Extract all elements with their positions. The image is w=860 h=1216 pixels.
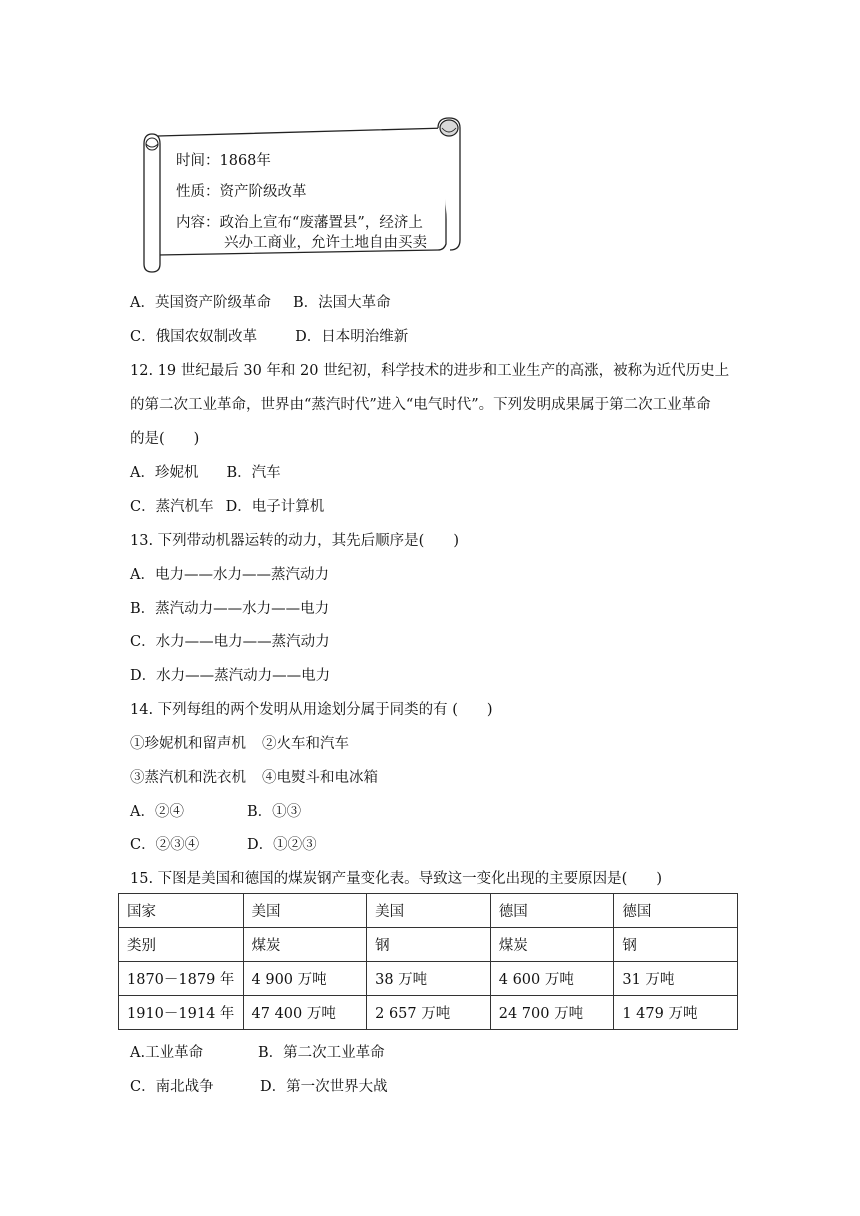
q12-option-c: C．蒸汽机车 <box>130 499 214 515</box>
q12-stem-line1: 12. 19 世纪最后 30 年和 20 世纪初，科学技术的进步和工业生产的高涨，被称为近代历史上 <box>130 363 730 379</box>
q15-options-row1 <box>130 1041 385 1062</box>
q15-option-d: D．第一次世界大战 <box>260 1079 388 1095</box>
q14-option-c: C．②③④ <box>130 837 200 853</box>
table-cell: 38 万吨 <box>367 962 491 996</box>
q12-options-row2 <box>130 495 324 516</box>
table-cell: 钢 <box>614 928 738 962</box>
q14-options-row2 <box>130 833 317 854</box>
q12-option-b: B．汽车 <box>226 465 281 481</box>
table-cell: 31 万吨 <box>614 962 738 996</box>
q15-option-a: A.工业革命 <box>130 1045 204 1061</box>
q11-option-a: A．英国资产阶级革命 <box>130 295 271 311</box>
q14-option-d: D．①②③ <box>247 837 317 853</box>
q11-option-c: C．俄国农奴制改革 <box>130 329 258 345</box>
q14-stem: 14. 下列每组的两个发明从用途划分属于同类的有 ( ) <box>130 702 493 718</box>
table-cell: 德国 <box>490 894 614 928</box>
q14-item-4: ④电熨斗和电冰箱 <box>262 770 378 786</box>
table-cell: 4 600 万吨 <box>490 962 614 996</box>
q14-item-2: ②火车和汽车 <box>262 736 349 752</box>
production-table <box>118 893 738 1030</box>
table-row <box>119 894 738 928</box>
q12-option-d: D．电子计算机 <box>225 499 325 515</box>
table-cell: 国家 <box>119 894 244 928</box>
table-cell: 47 400 万吨 <box>243 996 367 1030</box>
table-cell: 24 700 万吨 <box>490 996 614 1030</box>
q13-option-a: A．电力——水力——蒸汽动力 <box>130 567 329 583</box>
table-cell: 类别 <box>119 928 244 962</box>
table-cell: 1910－1914 年 <box>119 996 244 1030</box>
scroll-content-line2: 兴办工商业，允许土地自由买卖 <box>224 235 427 251</box>
q13-option-c: C．水力——电力——蒸汽动力 <box>130 634 330 650</box>
table-cell: 4 900 万吨 <box>243 962 367 996</box>
table-row <box>119 928 738 962</box>
q14-items-row1 <box>130 732 349 753</box>
q11-option-b: B．法国大革命 <box>292 295 391 311</box>
q14-items-row2 <box>130 766 378 787</box>
table-cell: 1870－1879 年 <box>119 962 244 996</box>
q14-option-b: B．①③ <box>247 804 302 820</box>
scroll-content-line1: 内容：政治上宣布“废藩置县”，经济上 <box>176 215 423 231</box>
q15-option-c: C．南北战争 <box>130 1079 214 1095</box>
table-row <box>119 962 738 996</box>
table-cell: 煤炭 <box>243 928 367 962</box>
q12-stem-line3: 的是( ) <box>130 431 200 447</box>
q12-stem-line2: 的第二次工业革命，世界由“蒸汽时代”进入“电气时代”。下列发明成果属于第二次工业革命 <box>130 397 711 413</box>
q11-options-row2 <box>130 325 408 346</box>
q12-options-row1 <box>130 461 281 482</box>
q13-stem: 13. 下列带动机器运转的动力，其先后顺序是( ) <box>130 533 459 549</box>
table-cell: 德国 <box>614 894 738 928</box>
q14-item-3: ③蒸汽机和洗衣机 <box>130 770 246 786</box>
scroll-nature: 性质：资产阶级改革 <box>176 184 307 200</box>
table-cell: 煤炭 <box>490 928 614 962</box>
q13-option-b: B．蒸汽动力——水力——电力 <box>130 601 330 617</box>
q15-options-row2 <box>130 1075 388 1096</box>
q13-option-d: D．水力——蒸汽动力——电力 <box>130 668 331 684</box>
q11-options-row1 <box>130 291 391 312</box>
q14-options-row1 <box>130 800 301 821</box>
q14-option-a: A．②④ <box>130 804 184 820</box>
table-cell: 1 479 万吨 <box>614 996 738 1030</box>
q14-item-1: ①珍妮机和留声机 <box>130 736 246 752</box>
q12-option-a: A．珍妮机 <box>130 465 199 481</box>
table-cell: 钢 <box>367 928 491 962</box>
scroll-time: 时间：1868年 <box>176 153 271 169</box>
q11-option-d: D．日本明治维新 <box>295 329 409 345</box>
table-row <box>119 996 738 1030</box>
q15-stem: 15. 下图是美国和德国的煤炭钢产量变化表。导致这一变化出现的主要原因是( ) <box>130 871 662 887</box>
table-cell: 2 657 万吨 <box>367 996 491 1030</box>
table-cell: 美国 <box>367 894 491 928</box>
table-cell: 美国 <box>243 894 367 928</box>
q15-option-b: B．第二次工业革命 <box>258 1045 385 1061</box>
